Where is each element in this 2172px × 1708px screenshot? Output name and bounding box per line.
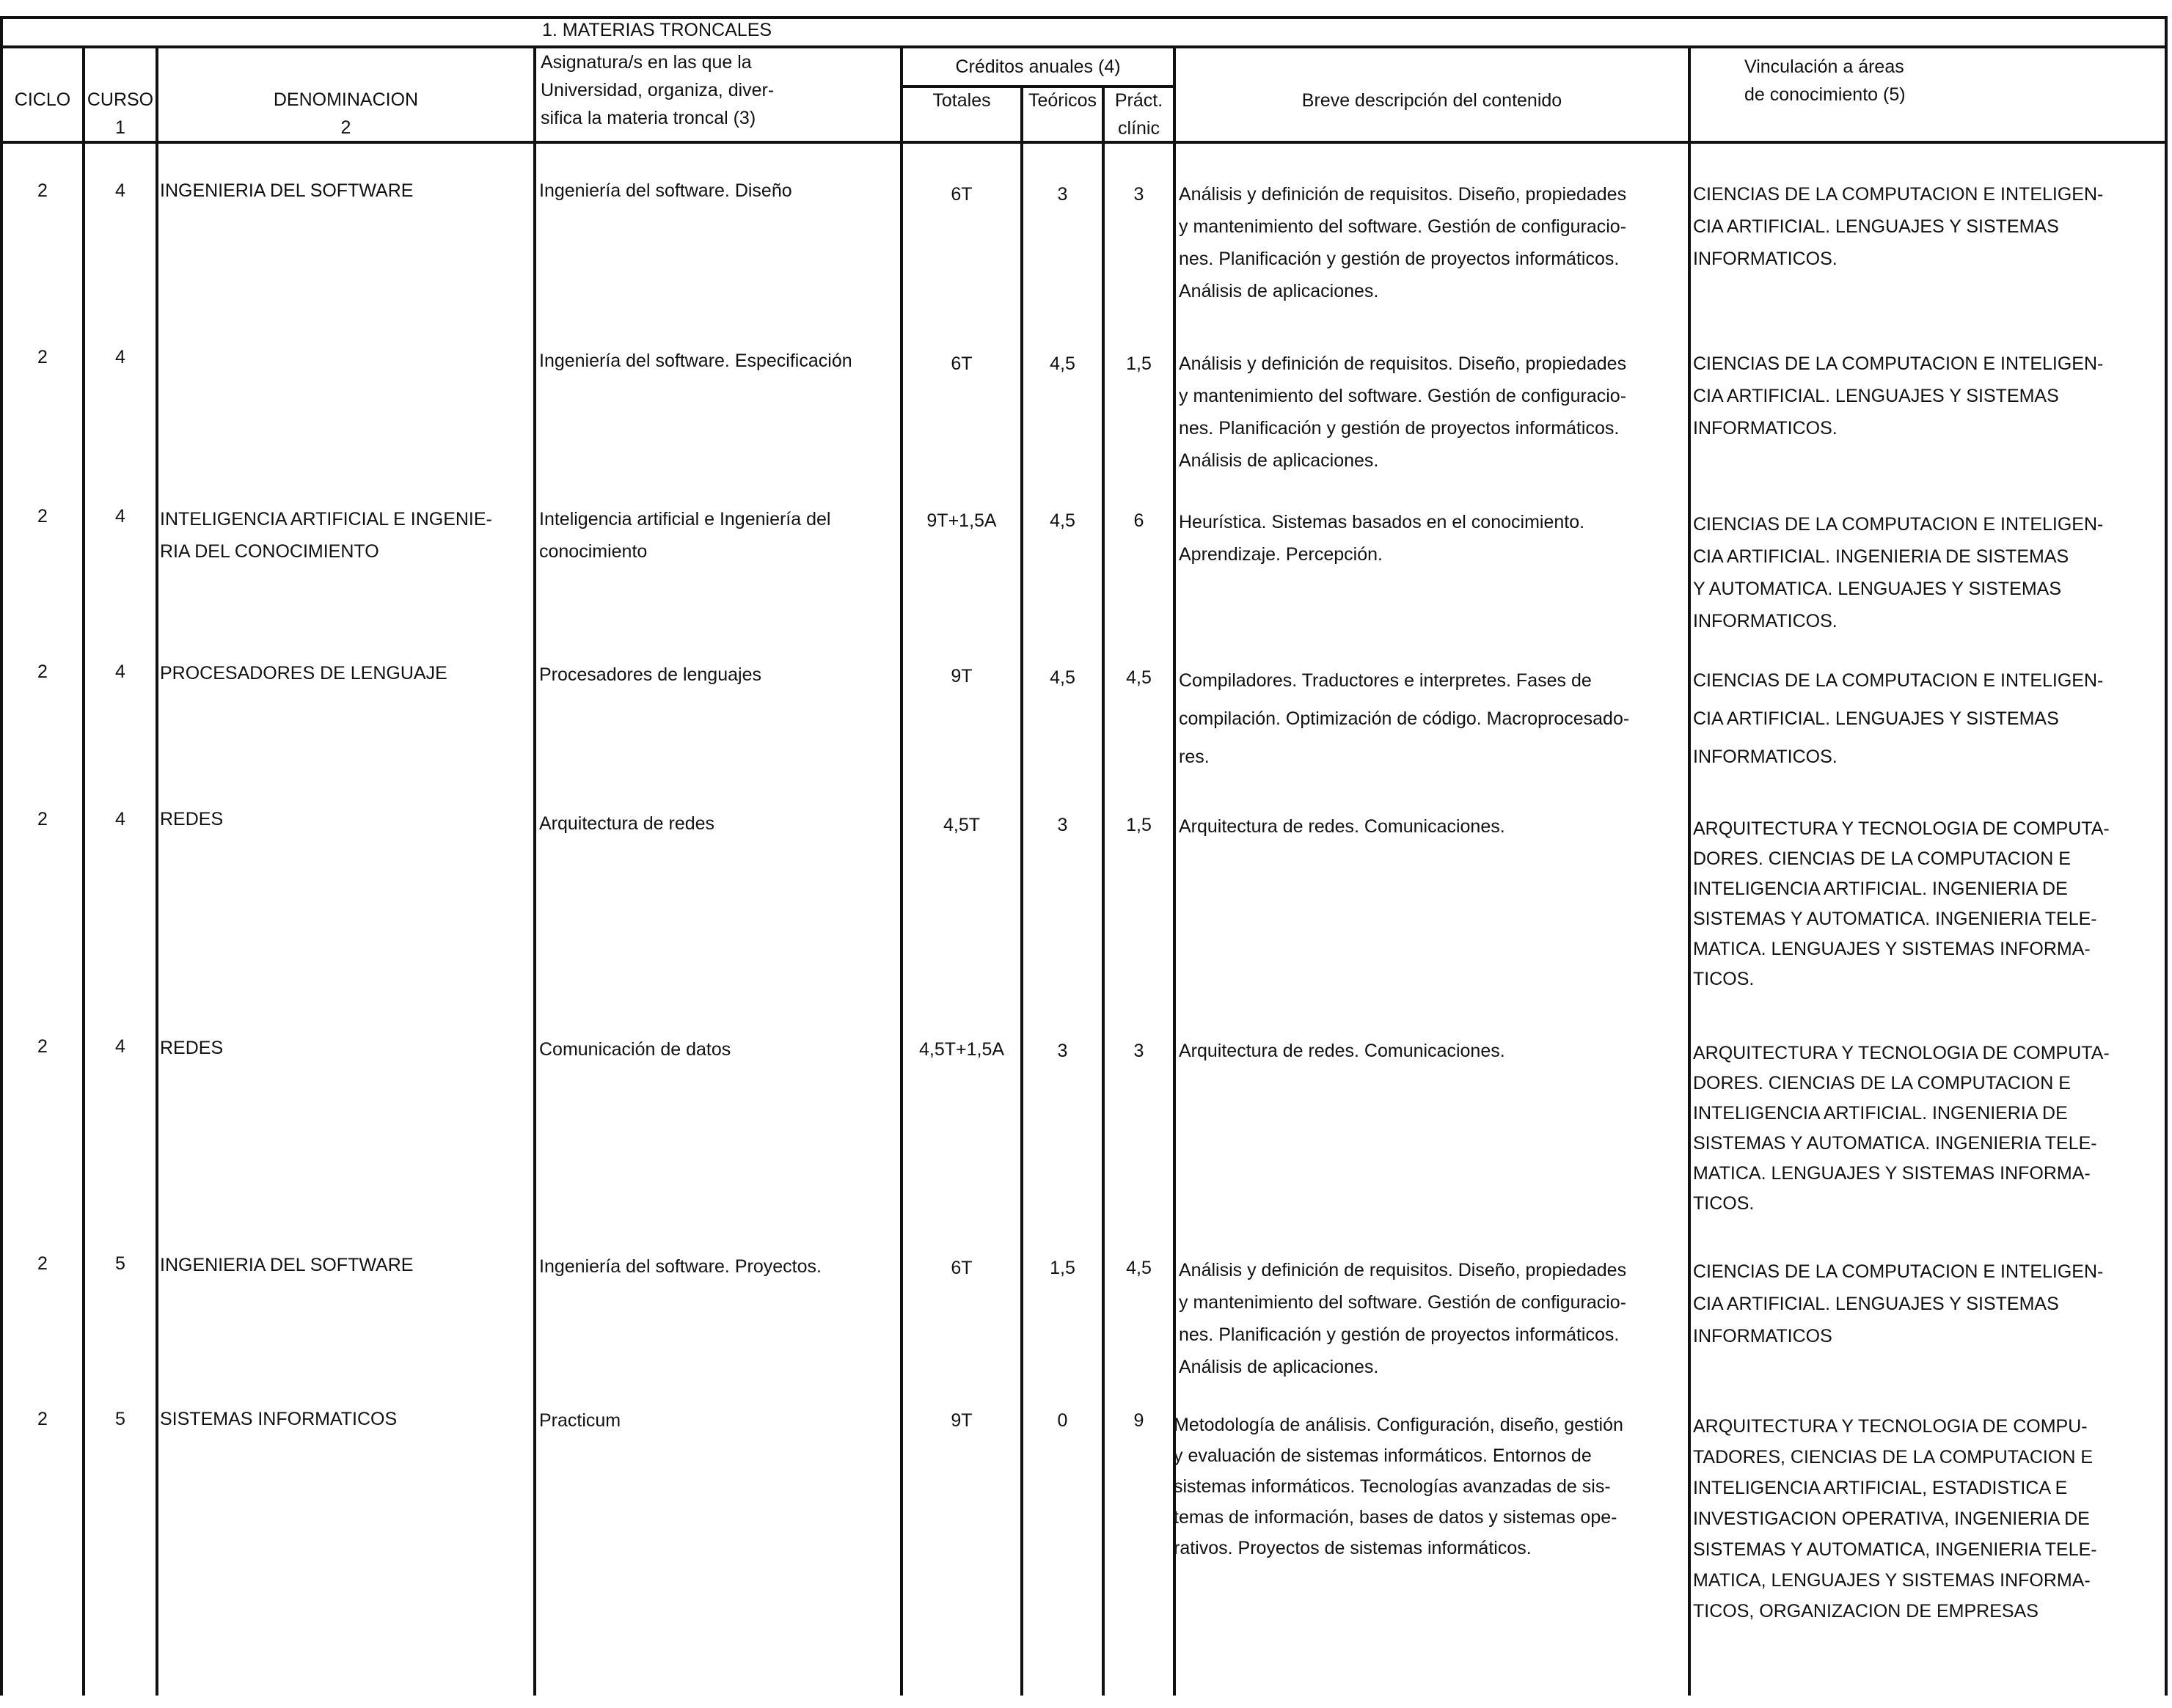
cell-descripcion: Análisis y definición de requisitos. Diseño, propiedades y mantenimiento del software. Gestión de configuracio- nes. Planificación y gestión de proyectos informáticos. Análisis de aplicaciones. xyxy=(1179,353,1627,471)
cell-asignatura: Ingeniería del software. Especificación xyxy=(539,351,852,371)
cell-vinculacion: ARQUITECTURA Y TECNOLOGIA DE COMPUTA- DORES. CIENCIAS DE LA COMPUTACION E INTELIGENCIA ARTIFICIAL. INGENIERIA DE SISTEMAS Y AUTOMATICA. INGENIERIA TELE- MATICA. LENGUAJES Y SISTEMAS INFORMA- TICOS. xyxy=(1693,1043,2110,1214)
divider-teoricos-practicos xyxy=(1102,87,1105,1696)
cell-totales: 9T xyxy=(951,1410,973,1431)
cell-ciclo: 2 xyxy=(37,347,48,367)
divider-asignatura-totales xyxy=(900,45,903,1696)
cell-practicos: 9 xyxy=(1133,1410,1144,1431)
cell-asignatura: Ingeniería del software. Diseño xyxy=(539,180,792,201)
section-title: 1. MATERIAS TRONCALES xyxy=(542,20,772,40)
cell-vinculacion: CIENCIAS DE LA COMPUTACION E INTELIGEN- CIA ARTIFICIAL. LENGUAJES Y SISTEMAS INFORMATICOS. xyxy=(1693,670,2104,767)
cell-practicos: 4,5 xyxy=(1126,667,1152,688)
cell-descripcion: Arquitectura de redes. Comunicaciones. xyxy=(1179,1041,1505,1061)
divider-descripcion-vinculacion xyxy=(1688,45,1691,1696)
cell-asignatura: Practicum xyxy=(539,1410,621,1431)
cell-teoricos: 4,5 xyxy=(1050,353,1075,374)
cell-practicos: 1,5 xyxy=(1126,815,1152,835)
cell-vinculacion: CIENCIAS DE LA COMPUTACION E INTELIGEN- CIA ARTIFICIAL. LENGUAJES Y SISTEMAS INFORMATICOS xyxy=(1693,1261,2104,1346)
table-top-border xyxy=(0,16,2168,19)
cell-practicos: 4,5 xyxy=(1126,1258,1152,1278)
cell-curso: 4 xyxy=(115,180,125,201)
cell-ciclo: 2 xyxy=(37,1409,48,1429)
cell-teoricos: 0 xyxy=(1057,1410,1068,1431)
cell-practicos: 1,5 xyxy=(1126,353,1152,374)
cell-denominacion: INGENIERIA DEL SOFTWARE xyxy=(160,1255,414,1275)
cell-descripcion: Arquitectura de redes. Comunicaciones. xyxy=(1179,816,1505,837)
header-denominacion-number: 2 xyxy=(340,117,351,138)
header-descripcion: Breve descripción del contenido xyxy=(1301,90,1562,111)
cell-totales: 9T+1,5A xyxy=(926,510,997,531)
cell-practicos: 3 xyxy=(1133,184,1144,205)
cell-totales: 6T xyxy=(951,184,973,205)
divider-ciclo-curso xyxy=(82,45,85,1696)
cell-denominacion: REDES xyxy=(160,809,224,829)
cell-ciclo: 2 xyxy=(37,809,48,829)
cell-vinculacion: ARQUITECTURA Y TECNOLOGIA DE COMPU- TADORES, CIENCIAS DE LA COMPUTACION E INTELIGENCIA ARTIFICIAL, ESTADISTICA E INVESTIGACION OPERATIVA, INGENIERIA DE SISTEMAS Y AUTOMATICA, INGENIERIA TELE- MATICA, LENGUAJES Y SISTEMAS INFORMA- TICOS, ORGANIZACION DE EMPRESAS xyxy=(1693,1416,2097,1621)
cell-teoricos: 1,5 xyxy=(1050,1258,1075,1278)
cell-ciclo: 2 xyxy=(37,506,48,527)
header-totales: Totales xyxy=(932,90,991,111)
cell-totales: 4,5T+1,5A xyxy=(918,1039,1005,1060)
cell-curso: 4 xyxy=(115,809,125,829)
cell-curso: 4 xyxy=(115,661,125,682)
cell-totales: 9T xyxy=(951,666,973,686)
cell-curso: 4 xyxy=(115,506,125,527)
cell-asignatura: Inteligencia artificial e Ingeniería del conocimiento xyxy=(539,509,831,562)
cell-vinculacion: CIENCIAS DE LA COMPUTACION E INTELIGEN- CIA ARTIFICIAL. LENGUAJES Y SISTEMAS INFORMATICOS. xyxy=(1693,353,2104,439)
cell-asignatura: Procesadores de lenguajes xyxy=(539,664,761,685)
cell-ciclo: 2 xyxy=(37,1036,48,1057)
cell-teoricos: 4,5 xyxy=(1050,510,1075,531)
cell-curso: 4 xyxy=(115,1036,125,1057)
cell-teoricos: 3 xyxy=(1057,815,1068,835)
cell-asignatura: Comunicación de datos xyxy=(539,1039,731,1060)
cell-curso: 5 xyxy=(115,1253,125,1274)
cell-totales: 6T xyxy=(951,1258,973,1278)
table-left-border xyxy=(0,16,3,1696)
header-vinculacion: Vinculación a áreas de conocimiento (5) xyxy=(1744,56,1906,105)
cell-descripcion: Análisis y definición de requisitos. Diseño, propiedades y mantenimiento del software. Gestión de configuracio- nes. Planificación y gestión de proyectos informáticos. Análisis de aplicaciones. xyxy=(1179,1260,1627,1377)
cell-teoricos: 4,5 xyxy=(1050,667,1075,688)
cell-denominacion: INGENIERIA DEL SOFTWARE xyxy=(160,180,414,201)
cell-vinculacion: CIENCIAS DE LA COMPUTACION E INTELIGEN- CIA ARTIFICIAL. LENGUAJES Y SISTEMAS INFORMATICOS. xyxy=(1693,184,2104,269)
section-title-divider xyxy=(0,45,2168,48)
cell-totales: 6T xyxy=(951,353,973,374)
header-curso-number: 1 xyxy=(115,117,125,138)
header-teoricos: Teóricos xyxy=(1028,90,1097,111)
cell-descripcion: Heurística. Sistemas basados en el conocimiento. Aprendizaje. Percepción. xyxy=(1179,512,1585,565)
cell-vinculacion: CIENCIAS DE LA COMPUTACION E INTELIGEN- CIA ARTIFICIAL. INGENIERIA DE SISTEMAS Y AUTOMATICA. LENGUAJES Y SISTEMAS INFORMATICOS. xyxy=(1693,514,2104,631)
cell-ciclo: 2 xyxy=(37,180,48,201)
header-ciclo: CICLO xyxy=(14,89,71,110)
cell-practicos: 3 xyxy=(1133,1041,1144,1061)
cell-denominacion: PROCESADORES DE LENGUAJE xyxy=(160,663,447,683)
cell-descripcion: Compiladores. Traductores e interpretes. Fases de compilación. Optimización de código. Macroprocesado- res. xyxy=(1179,670,1630,767)
cell-ciclo: 2 xyxy=(37,661,48,682)
cell-teoricos: 3 xyxy=(1057,184,1068,205)
header-creditos: Créditos anuales (4) xyxy=(955,56,1121,77)
cell-totales: 4,5T xyxy=(943,815,981,835)
cell-asignatura: Ingeniería del software. Proyectos. xyxy=(539,1256,822,1277)
header-asignatura: Asignatura/s en las que la Universidad, organiza, diver- sifica la materia troncal (3) xyxy=(541,52,775,128)
cell-curso: 5 xyxy=(115,1409,125,1429)
cell-practicos: 6 xyxy=(1133,510,1144,531)
header-practicos: Práct. clínic xyxy=(1114,90,1163,139)
divider-curso-denominacion xyxy=(156,45,158,1696)
cell-descripcion: Metodología de análisis. Configuración, diseño, gestión y evaluación de sistemas informáticos. Entornos de sistemas informáticos. Tecnologías avanzadas de sis- temas de información, bases de datos y sistemas ope- rativos. Proyectos de sistemas informáticos. xyxy=(1174,1415,1623,1558)
cell-denominacion: SISTEMAS INFORMATICOS xyxy=(160,1409,398,1429)
cell-curso: 4 xyxy=(115,347,125,367)
cell-denominacion: REDES xyxy=(160,1038,224,1058)
cell-denominacion: INTELIGENCIA ARTIFICIAL E INGENIE- RIA DEL CONOCIMIENTO xyxy=(160,509,492,562)
table-right-border xyxy=(2165,16,2168,1696)
cell-ciclo: 2 xyxy=(37,1253,48,1274)
cell-teoricos: 3 xyxy=(1057,1041,1068,1061)
cell-asignatura: Arquitectura de redes xyxy=(539,813,715,834)
header-denominacion: DENOMINACION xyxy=(273,89,419,110)
divider-denominacion-asignatura xyxy=(533,45,536,1696)
cell-vinculacion: ARQUITECTURA Y TECNOLOGIA DE COMPUTA- DORES. CIENCIAS DE LA COMPUTACION E INTELIGENCIA ARTIFICIAL. INGENIERIA DE SISTEMAS Y AUTOMATICA. INGENIERIA TELE- MATICA. LENGUAJES Y SISTEMAS INFORMA- TICOS. xyxy=(1693,818,2110,989)
divider-totales-teoricos xyxy=(1020,87,1023,1696)
cell-descripcion: Análisis y definición de requisitos. Diseño, propiedades y mantenimiento del software. Gestión de configuracio- nes. Planificación y gestión de proyectos informáticos. Análisis de aplicaciones. xyxy=(1179,184,1627,301)
header-curso: CURSO xyxy=(87,89,154,110)
